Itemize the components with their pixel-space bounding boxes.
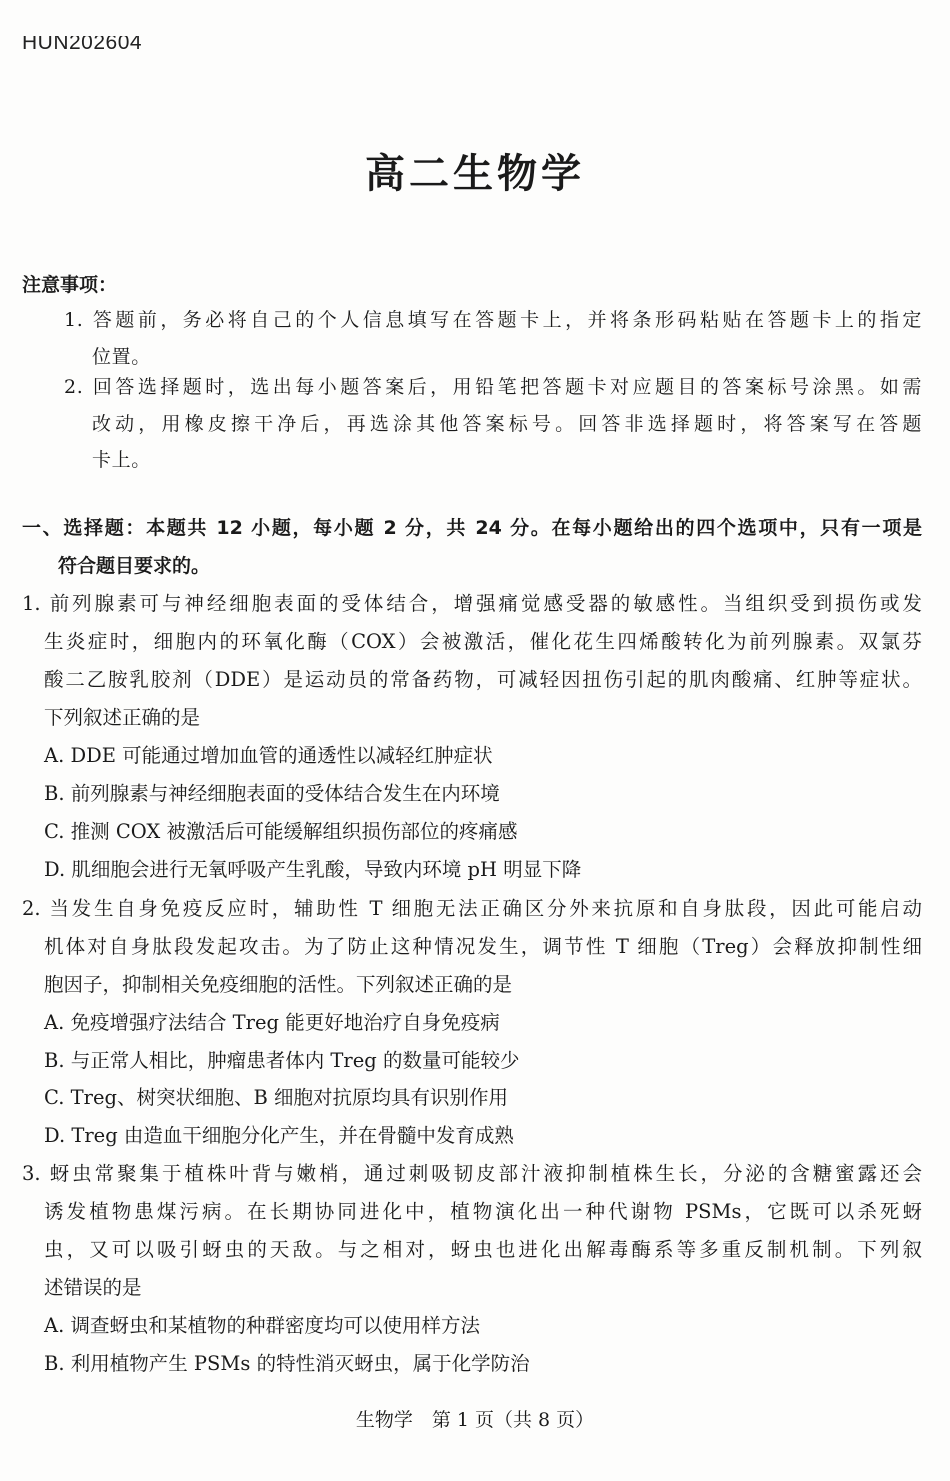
exam-code: HUN202604 (22, 36, 143, 54)
question-option: D. Treg 由造血干细胞分化产生，并在骨髓中发育成熟 (44, 1124, 514, 1147)
question-stem: 生炎症时，细胞内的环氧化酶（COX）会被激活，催化花生四烯酸转化为前列腺素。双氯芬 (44, 630, 922, 653)
note-line: 1. 答题前，务必将自己的个人信息填写在答题卡上，并将条形码粘贴在答题卡上的指定 (64, 309, 922, 331)
question-stem: 诱发植物患煤污病。在长期协同进化中，植物演化出一种代谢物 PSMs，它既可以杀死蚜 (44, 1200, 922, 1223)
section-heading: 一、选择题：本题共 12 小题，每小题 2 分，共 24 分。在每小题给出的四个选项中，只有一项是 (22, 517, 922, 539)
notes-title: 注意事项： (22, 274, 118, 296)
note-line: 改动，用橡皮擦干净后，再选涂其他答案标号。回答非选择题时，将答案写在答题 (92, 413, 922, 435)
question-option: C. 推测 COX 被激活后可能缓解组织损伤部位的疼痛感 (44, 820, 518, 843)
note-line: 2. 回答选择题时，选出每小题答案后，用铅笔把答题卡对应题目的答案标号涂黑。如需 (64, 376, 922, 398)
question-stem: 下列叙述正确的是 (44, 706, 201, 729)
question-option: B. 前列腺素与神经细胞表面的受体结合发生在内环境 (44, 782, 500, 805)
page-title: 高二生物学 (365, 151, 585, 197)
question-option: A. DDE 可能通过增加血管的通透性以减轻红肿症状 (44, 744, 493, 767)
question-option: C. Treg、树突状细胞、B 细胞对抗原均具有识别作用 (44, 1086, 509, 1109)
question-option: D. 肌细胞会进行无氧呼吸产生乳酸，导致内环境 pH 明显下降 (44, 858, 582, 881)
question-stem: 述错误的是 (44, 1276, 142, 1299)
question-stem: 1. 前列腺素可与神经细胞表面的受体结合，增强痛觉感受器的敏感性。当组织受到损伤或发 (22, 592, 922, 615)
question-option: B. 与正常人相比，肿瘤患者体内 Treg 的数量可能较少 (44, 1049, 520, 1072)
question-stem: 酸二乙胺乳胶剂（DDE）是运动员的常备药物，可减轻因扭伤引起的肌肉酸痛、红肿等症状。 (44, 668, 922, 691)
page-footer: 生物学 第 1 页（共 8 页） (355, 1409, 595, 1431)
question-stem: 机体对自身肽段发起攻击。为了防止这种情况发生，调节性 T 细胞（Treg）会释放抑制性细 (44, 935, 922, 958)
question-option: B. 利用植物产生 PSMs 的特性消灭蚜虫，属于化学防治 (44, 1352, 530, 1375)
question-stem: 3. 蚜虫常聚集于植株叶背与嫩梢，通过刺吸韧皮部汁液抑制植株生长，分泌的含糖蜜露还会 (22, 1162, 922, 1185)
note-line: 位置。 (92, 346, 151, 368)
question-stem: 胞因子，抑制相关免疫细胞的活性。下列叙述正确的是 (44, 973, 513, 996)
question-stem: 2. 当发生自身免疫反应时，辅助性 T 细胞无法正确区分外来抗原和自身肽段，因此可能启动 (22, 897, 922, 920)
note-line: 卡上。 (92, 449, 151, 471)
question-stem: 虫，又可以吸引蚜虫的天敌。与之相对，蚜虫也进化出解毒酶系等多重反制机制。下列叙 (44, 1238, 922, 1261)
question-option: A. 调查蚜虫和某植物的种群密度均可以使用样方法 (44, 1314, 480, 1337)
question-option: A. 免疫增强疗法结合 Treg 能更好地治疗自身免疫病 (44, 1011, 500, 1034)
section-heading: 符合题目要求的。 (58, 555, 211, 577)
